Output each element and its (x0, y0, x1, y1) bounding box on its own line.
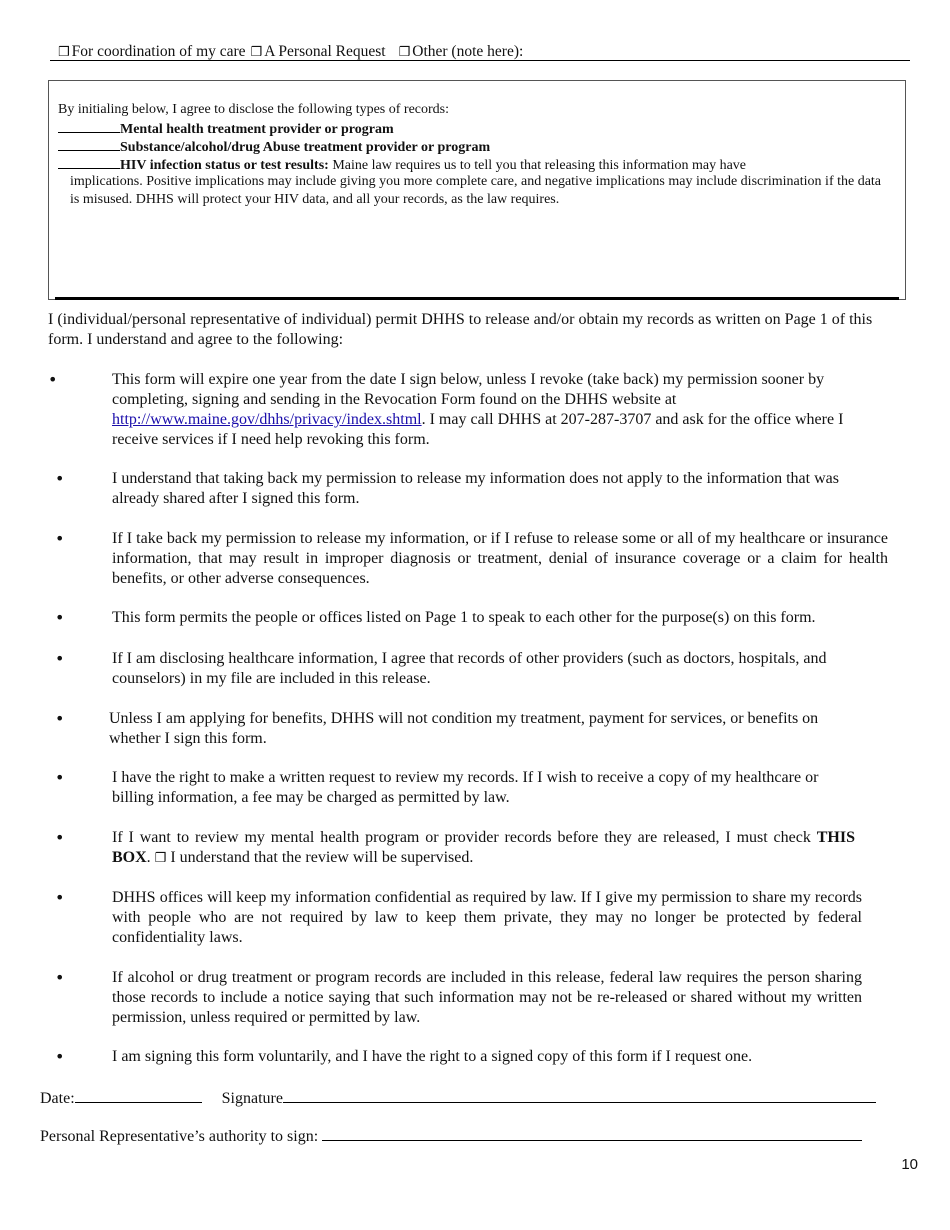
initial-blank-mental-health[interactable] (58, 119, 120, 133)
bullet-icon: • (55, 608, 65, 627)
checkbox-other[interactable]: ❒ (398, 45, 411, 60)
divider (55, 297, 899, 300)
record-item-mental-health (58, 119, 394, 139)
record-label: Substance/alcohol/drug Abuse treatment provider or program (120, 140, 491, 155)
option-care-label: For coordination of my care (71, 43, 246, 60)
checkbox-personal-request[interactable]: ❒ (250, 45, 263, 60)
revocation-form-link[interactable]: http://www.maine.gov/dhhs/privacy/index.shtml (112, 411, 422, 428)
date-signature-row (40, 1086, 876, 1109)
bullet-text-part: I understand that the review will be supervised. (170, 849, 474, 866)
bullet-text (112, 370, 888, 450)
bullet-text: I am signing this form voluntarily, and I have the right to a signed copy of this form if I request one. (112, 1048, 753, 1065)
bullet-icon: • (48, 370, 58, 389)
bullet-icon: • (55, 768, 65, 787)
bullet-icon: • (55, 968, 65, 987)
record-item-substance (58, 137, 490, 157)
signature-label: Signature (221, 1090, 283, 1107)
checkbox-care[interactable]: ❒ (58, 45, 70, 60)
hiv-continuation: implications. Positive implications may include giving you more complete care, and negative implications may include discrimination if the data is misused. DHHS will protect your HIV data, and all your records, as the law requires. (70, 174, 882, 207)
page-number: 10 (901, 1156, 918, 1173)
bullet-text: I have the right to make a written request to review my records. If I wish to receive a copy of my healthcare or billing information, a fee may be charged as permitted by law. (112, 769, 819, 806)
option-other-label: Other (note here): (412, 43, 524, 60)
bullet-text-part: If I want to review my mental health program or provider records before they are released, I must check (112, 829, 817, 846)
bullet-text: If I am disclosing healthcare information, I agree that records of other providers (such as doctors, hospitals, and counselors) in my file are included in this release. (112, 650, 827, 687)
date-label: Date: (40, 1090, 75, 1107)
bullet-text: If I want to review my mental health program or provider records before they are released, I must check THIS BOX. ❒ I understand that the review will be supervised. (112, 829, 855, 866)
bullet-icon: • (55, 888, 65, 907)
initial-blank-substance[interactable] (58, 137, 120, 151)
bullet-text-part: . I may call DHHS at 207-287-3707 and ask for the office where I receive services if I need help revoking this form. (112, 411, 844, 448)
bullet-icon: • (55, 529, 65, 548)
review-checkbox[interactable]: ❒ (154, 851, 167, 866)
records-intro: By initialing below, I agree to disclose the following types of records: (58, 102, 450, 117)
date-field[interactable] (75, 1086, 202, 1103)
bullet-text: Unless I am applying for benefits, DHHS will not condition my treatment, payment for services, or benefits on whether I sign this form. (109, 710, 819, 747)
bullet-icon: • (55, 469, 65, 488)
initial-blank-hiv[interactable] (58, 155, 120, 169)
records-disclosure-box (48, 80, 906, 300)
permission-paragraph: I (individual/personal representative of individual) permit DHHS to release and/or obtain my records as written on Page 1 of this form. I understand and agree to the following: (48, 311, 873, 348)
bullet-text: If alcohol or drug treatment or program records are included in this release, federal law requires the person sharing those records to include a notice saying that such information may not be re-released or shared without my written permission, unless required or permitted by law. (112, 969, 862, 1026)
bullet-text: If I take back my permission to release my information, or if I refuse to release some or all of my healthcare or insurance information, that may result in improper diagnosis or treatment, denial of insurance coverage or a claim for health benefits, or other adverse consequences. (112, 530, 888, 587)
bullet-text: I understand that taking back my permission to release my information does not apply to the information that was already shared after I signed this form. (112, 470, 839, 507)
bullet-icon: • (55, 1047, 65, 1066)
signature-field[interactable] (283, 1086, 876, 1103)
record-label: Mental health treatment provider or program (120, 122, 394, 137)
representative-authority-row (40, 1124, 862, 1147)
bullet-text: This form permits the people or offices listed on Page 1 to speak to each other for the purpose(s) on this form. (112, 609, 816, 626)
option-personal-request-label: A Personal Request (264, 43, 386, 60)
bullet-text: DHHS offices will keep my information confidential as required by law. If I give my permission to share my records with people who are not required by law to keep them private, they may no longer be protected by federal confidentiality laws. (112, 889, 862, 946)
bullet-icon: • (55, 709, 65, 728)
bullet-icon: • (55, 649, 65, 668)
bullet-text-part: This form will expire one year from the date I sign below, unless I revoke (take back) my permission sooner by completing, signing and sending in the Revocation Form found on the DHHS website at (112, 371, 825, 408)
representative-authority-field[interactable] (322, 1124, 862, 1141)
purpose-options-line (50, 44, 910, 61)
record-detail: Maine law requires us to tell you that releasing this information may have (332, 158, 746, 173)
this-box-label: THIS BOX (112, 829, 855, 866)
record-item-hiv (58, 155, 746, 175)
record-label: HIV infection status or test results: (120, 158, 329, 173)
bullet-icon: • (55, 828, 65, 847)
representative-authority-label: Personal Representative’s authority to sign: (40, 1128, 319, 1145)
